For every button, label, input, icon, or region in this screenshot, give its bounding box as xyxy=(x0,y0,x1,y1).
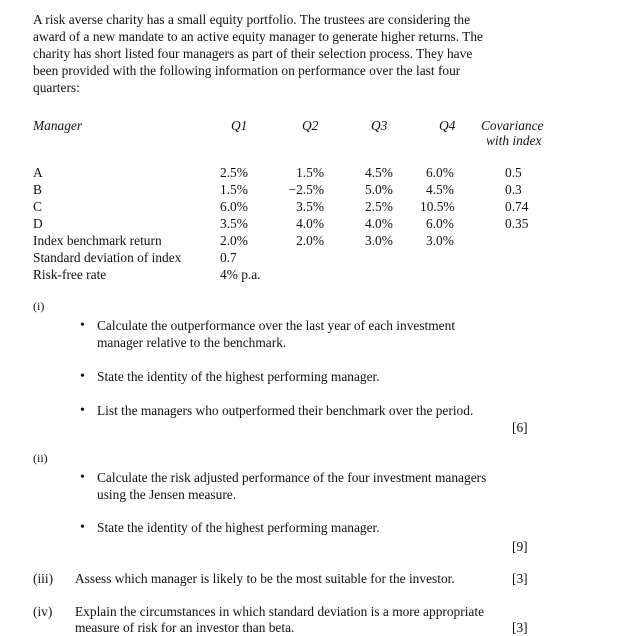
bullet-text: State the identity of the highest performing manager. xyxy=(97,520,380,535)
question-number: (iii) xyxy=(33,571,54,586)
row-label: C xyxy=(33,199,42,214)
cell-q2: 3.5% xyxy=(296,199,324,214)
question-text: Explain the circumstances in which standard deviation is a more appropriate xyxy=(75,604,485,619)
intro-line: been provided with the following information on performance over the last four xyxy=(33,63,461,78)
cell-q3: 3.0% xyxy=(365,233,393,248)
cell-cov: 0.74 xyxy=(505,199,529,214)
question-number: (ii) xyxy=(33,451,48,465)
intro-paragraph xyxy=(33,11,593,96)
header-covariance: Covariance xyxy=(481,118,544,133)
bullet-text: using the Jensen measure. xyxy=(97,487,237,502)
cell-q4: 3.0% xyxy=(426,233,454,248)
cell-q1: 4% p.a. xyxy=(220,267,261,282)
cell-q4: 6.0% xyxy=(426,165,454,180)
cell-cov: 0.3 xyxy=(505,182,522,197)
cell-q2: −2.5% xyxy=(288,182,324,197)
row-label: Index benchmark return xyxy=(33,233,162,248)
bullet-text: State the identity of the highest performing manager. xyxy=(97,369,380,384)
row-label: Risk-free rate xyxy=(33,267,107,282)
bullet-icon: • xyxy=(80,318,85,333)
cell-cov: 0.35 xyxy=(505,216,529,231)
header-q3: Q3 xyxy=(371,118,388,133)
bullet-icon: • xyxy=(80,403,85,418)
marks-label: [3] xyxy=(512,620,528,635)
bullet-icon: • xyxy=(80,470,85,485)
bullet-text: Calculate the outperformance over the last year of each investment xyxy=(97,318,456,333)
cell-q3: 5.0% xyxy=(365,182,393,197)
cell-q2: 4.0% xyxy=(296,216,324,231)
intro-line: A risk averse charity has a small equity portfolio. The trustees are considering the xyxy=(33,12,471,27)
intro-line: award of a new mandate to an active equity manager to generate higher returns. The xyxy=(33,29,484,44)
bullet-text: Calculate the risk adjusted performance of the four investment managers xyxy=(97,470,487,485)
intro-line: charity has short listed four managers as part of their selection process. They have xyxy=(33,46,473,61)
header-with-index: with index xyxy=(486,133,542,148)
header-q4: Q4 xyxy=(439,118,456,133)
question-number: (i) xyxy=(33,299,45,313)
cell-q4: 6.0% xyxy=(426,216,454,231)
bullet-text: manager relative to the benchmark. xyxy=(97,335,287,350)
bullet-icon: • xyxy=(80,520,85,535)
question-text: measure of risk for an investor than beta. xyxy=(75,620,295,635)
row-label: A xyxy=(33,165,43,180)
header-manager: Manager xyxy=(33,118,83,133)
bullet-text: List the managers who outperformed their benchmark over the period. xyxy=(97,403,474,418)
cell-cov: 0.5 xyxy=(505,165,522,180)
cell-q2: 2.0% xyxy=(296,233,324,248)
bullet-icon: • xyxy=(80,369,85,384)
cell-q1: 0.7 xyxy=(220,250,237,265)
row-label: Standard deviation of index xyxy=(33,250,182,265)
cell-q3: 4.0% xyxy=(365,216,393,231)
marks-label: [9] xyxy=(512,539,528,554)
cell-q4: 10.5% xyxy=(420,199,455,214)
cell-q3: 4.5% xyxy=(365,165,393,180)
cell-q1: 2.5% xyxy=(220,165,248,180)
question-text: Assess which manager is likely to be the most suitable for the investor. xyxy=(75,571,455,586)
cell-q1: 2.0% xyxy=(220,233,248,248)
cell-q3: 2.5% xyxy=(365,199,393,214)
marks-label: [6] xyxy=(512,420,528,435)
cell-q2: 1.5% xyxy=(296,165,324,180)
marks-label: [3] xyxy=(512,571,528,586)
cell-q4: 4.5% xyxy=(426,182,454,197)
cell-q1: 3.5% xyxy=(220,216,248,231)
question-number: (iv) xyxy=(33,604,53,619)
cell-q1: 6.0% xyxy=(220,199,248,214)
row-label: D xyxy=(33,216,43,231)
cell-q1: 1.5% xyxy=(220,182,248,197)
row-label: B xyxy=(33,182,42,197)
intro-line: quarters: xyxy=(33,80,80,95)
header-q2: Q2 xyxy=(302,118,319,133)
header-q1: Q1 xyxy=(231,118,248,133)
